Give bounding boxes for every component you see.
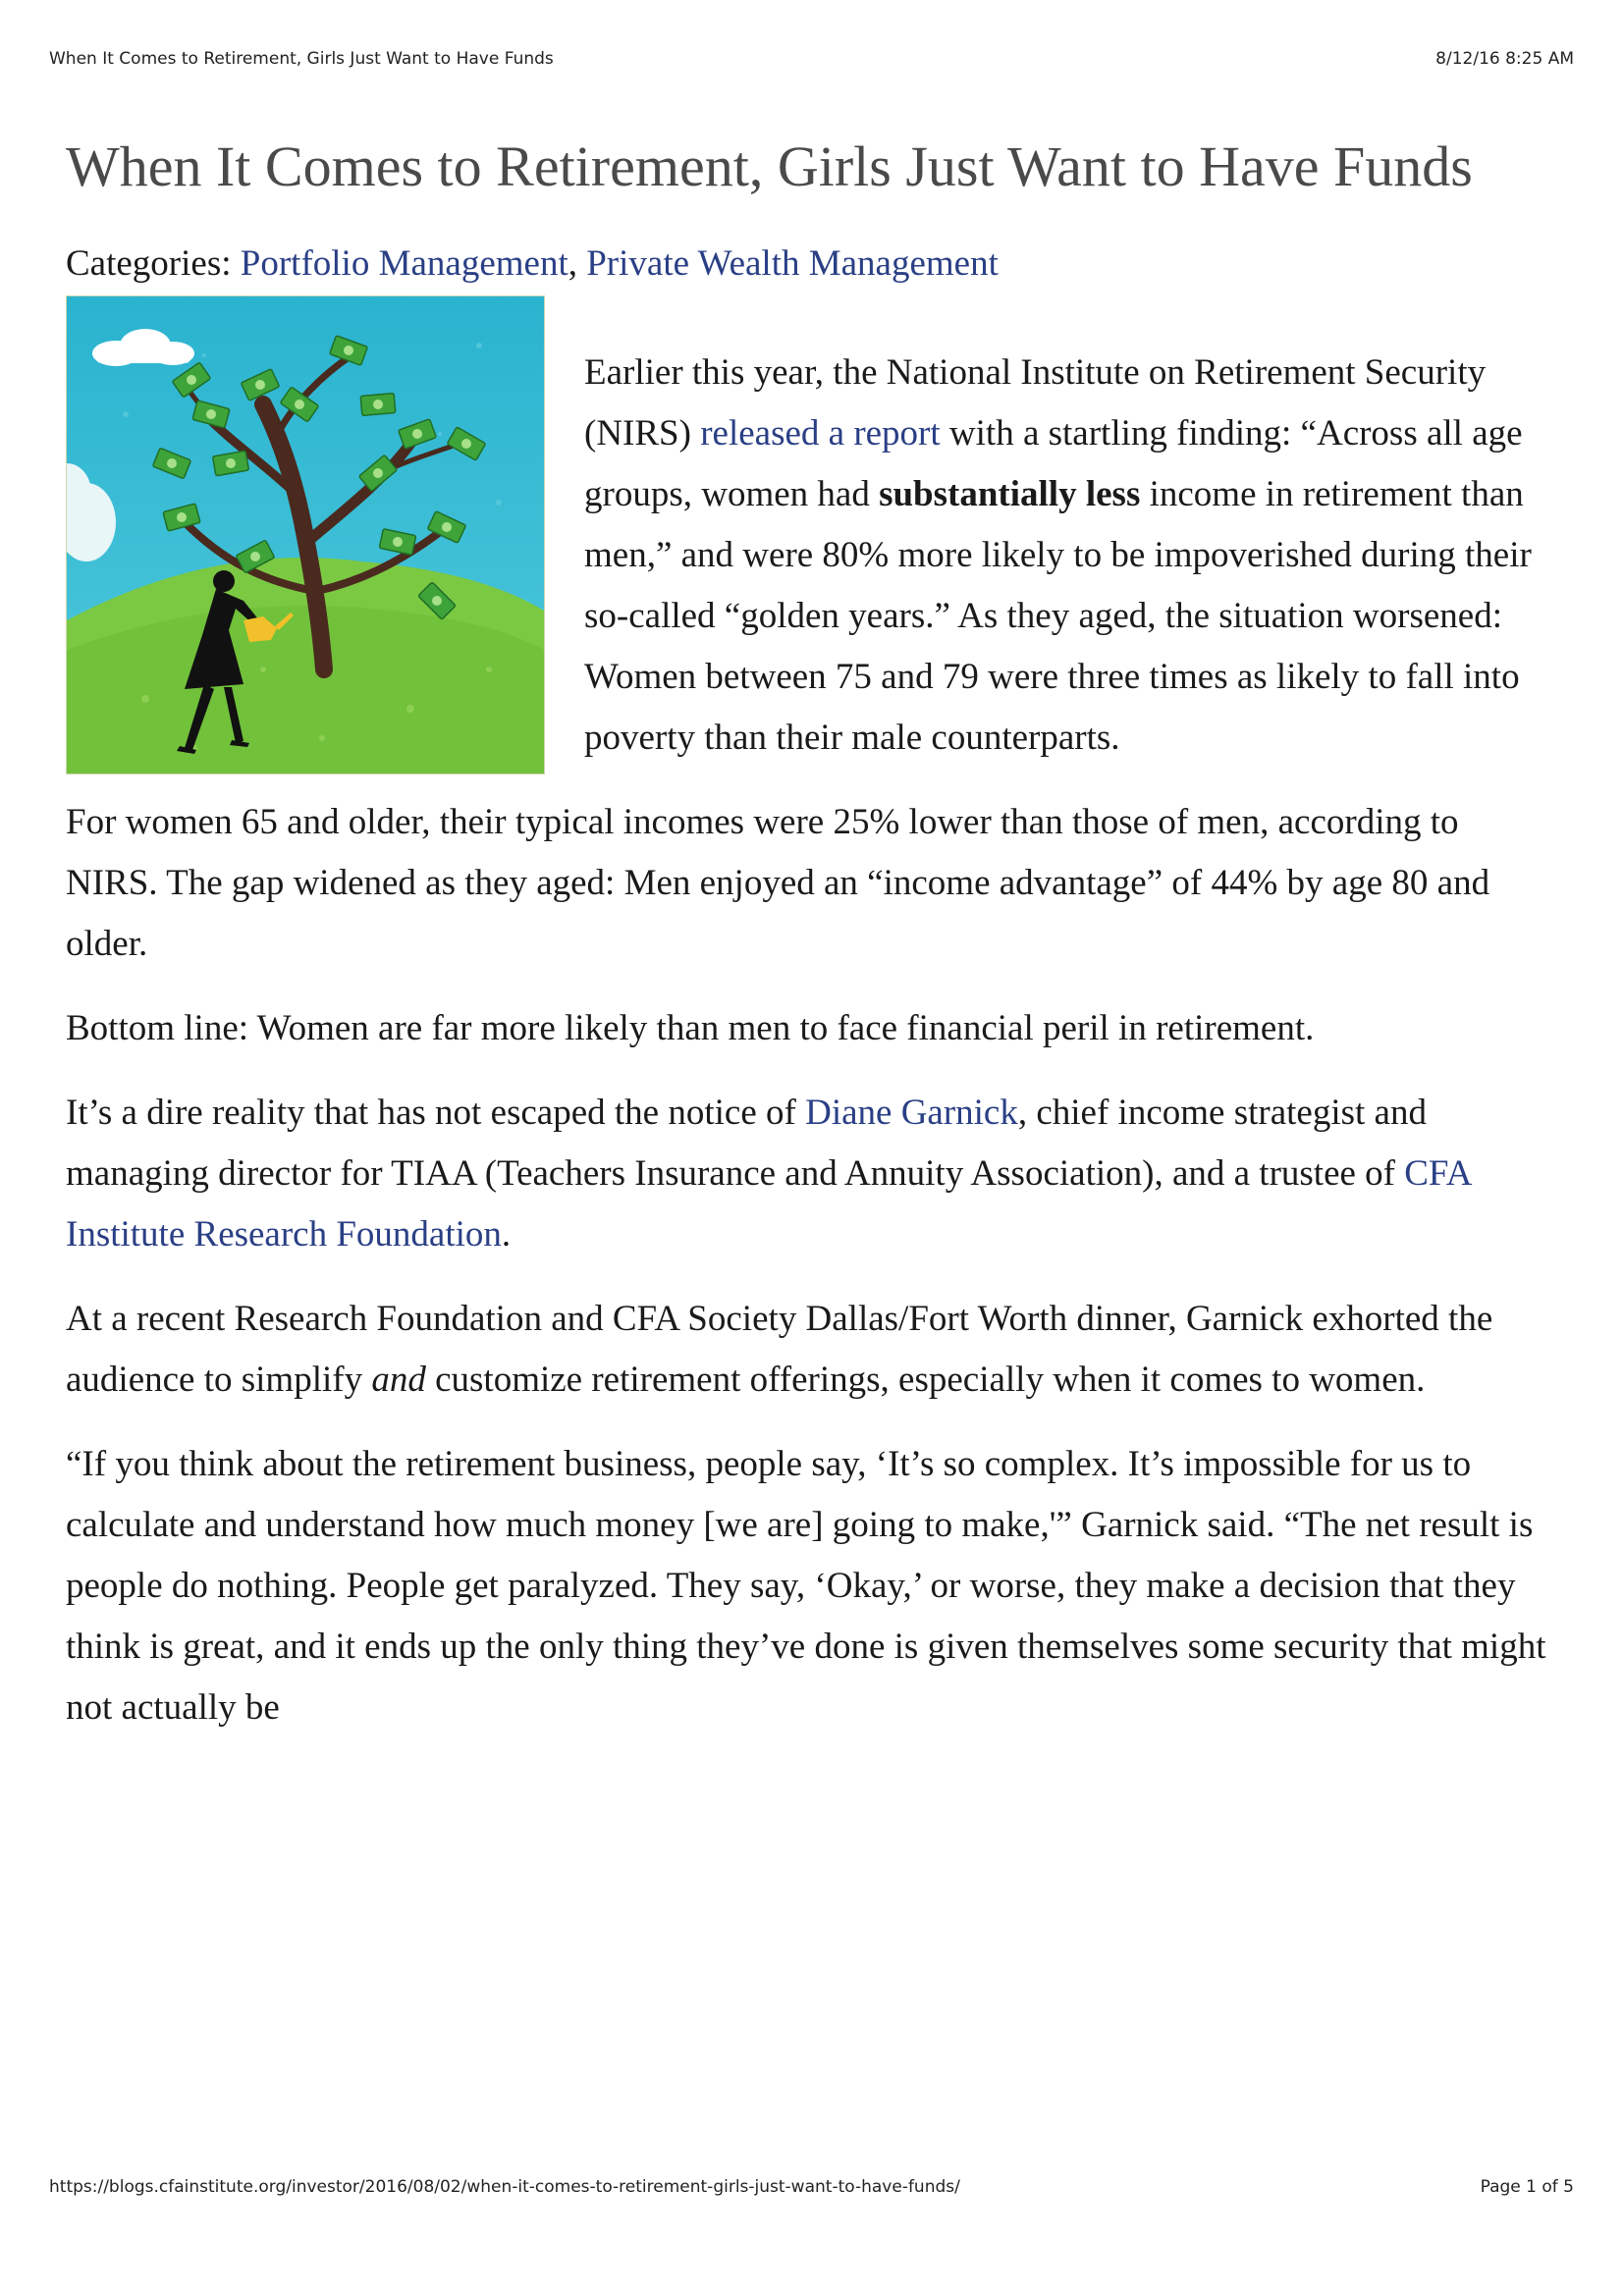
print-footer <box>49 2177 1574 2201</box>
p1-text-c: income in retirement than men,” and were 80% more likely to be impoverished during their so-called “golden years.” As they aged, the situation worsened: Women between 75 and 79 were three times as likely to fall into poverty than their male counterparts. <box>584 474 1532 758</box>
print-header <box>49 49 1574 73</box>
category-separator: , <box>568 243 587 284</box>
categories <box>66 240 1558 288</box>
released-report-link[interactable]: released a report <box>700 413 941 454</box>
p4-text-a: It’s a dire reality that has not escaped the notice of <box>66 1093 806 1133</box>
paragraph-5 <box>66 1289 1558 1411</box>
article-title: When It Comes to Retirement, Girls Just Want to Have Funds <box>66 134 1473 198</box>
p5-text-a: At a recent Research Foundation and CFA Society Dallas/Fort Worth dinner, Garnick exhorted the audience to simplify <box>66 1299 1493 1400</box>
print-footer-page-number: Page 1 of 5 <box>1480 2177 1574 2197</box>
diane-garnick-link[interactable]: Diane Garnick <box>805 1093 1018 1133</box>
article <box>66 133 1558 1762</box>
money-tree-illustration <box>66 295 545 774</box>
print-header-date: 8/12/16 8:25 AM <box>1435 49 1574 69</box>
p5-italic-text: and <box>371 1360 426 1400</box>
p1-text-b: with a startling finding: “Across all age groups, women had <box>584 413 1523 514</box>
print-header-title: When It Comes to Retirement, Girls Just Want to Have Funds <box>49 49 554 69</box>
paragraph-6: “If you think about the retirement business, people say, ‘It’s so complex. It’s impossible for us to calculate and understand how much money [we are] going to make,'” Garnick said. “The net result is people do nothing. People get paralyzed. They say, ‘Okay,’ or worse, they make a decision that they think is great, and it ends up the only thing they’ve done is given themselves some security that might not actually be <box>66 1444 1546 1728</box>
cfa-research-foundation-link[interactable]: CFA Institute Research Foundation <box>66 1153 1471 1255</box>
category-link-portfolio-management[interactable]: Portfolio Management <box>240 243 568 284</box>
p4-text-b: , chief income strategist and managing director for TIAA (Teachers Insurance and Annuity Association), and a trustee of <box>66 1093 1427 1194</box>
p5-text-b: customize retirement offerings, especially when it comes to women. <box>425 1360 1426 1400</box>
paragraph-3: Bottom line: Women are far more likely than men to face financial peril in retirement. <box>66 1008 1315 1048</box>
category-link-private-wealth-management[interactable]: Private Wealth Management <box>586 243 999 284</box>
p1-bold-text: substantially less <box>879 474 1141 514</box>
print-footer-url: https://blogs.cfainstitute.org/investor/2016/08/02/when-it-comes-to-retirement-girls-just-want-to-have-funds/ <box>49 2177 960 2197</box>
p1-text-a: Earlier this year, the National Institute on Retirement Security (NIRS) <box>584 352 1487 454</box>
paragraph-2: For women 65 and older, their typical incomes were 25% lower than those of men, according to NIRS. The gap widened as they aged: Men enjoyed an “income advantage” of 44% by age 80 and older. <box>66 802 1490 964</box>
p4-text-c: . <box>501 1214 512 1255</box>
categories-label: Categories: <box>66 243 241 284</box>
paragraph-4 <box>66 1083 1558 1265</box>
